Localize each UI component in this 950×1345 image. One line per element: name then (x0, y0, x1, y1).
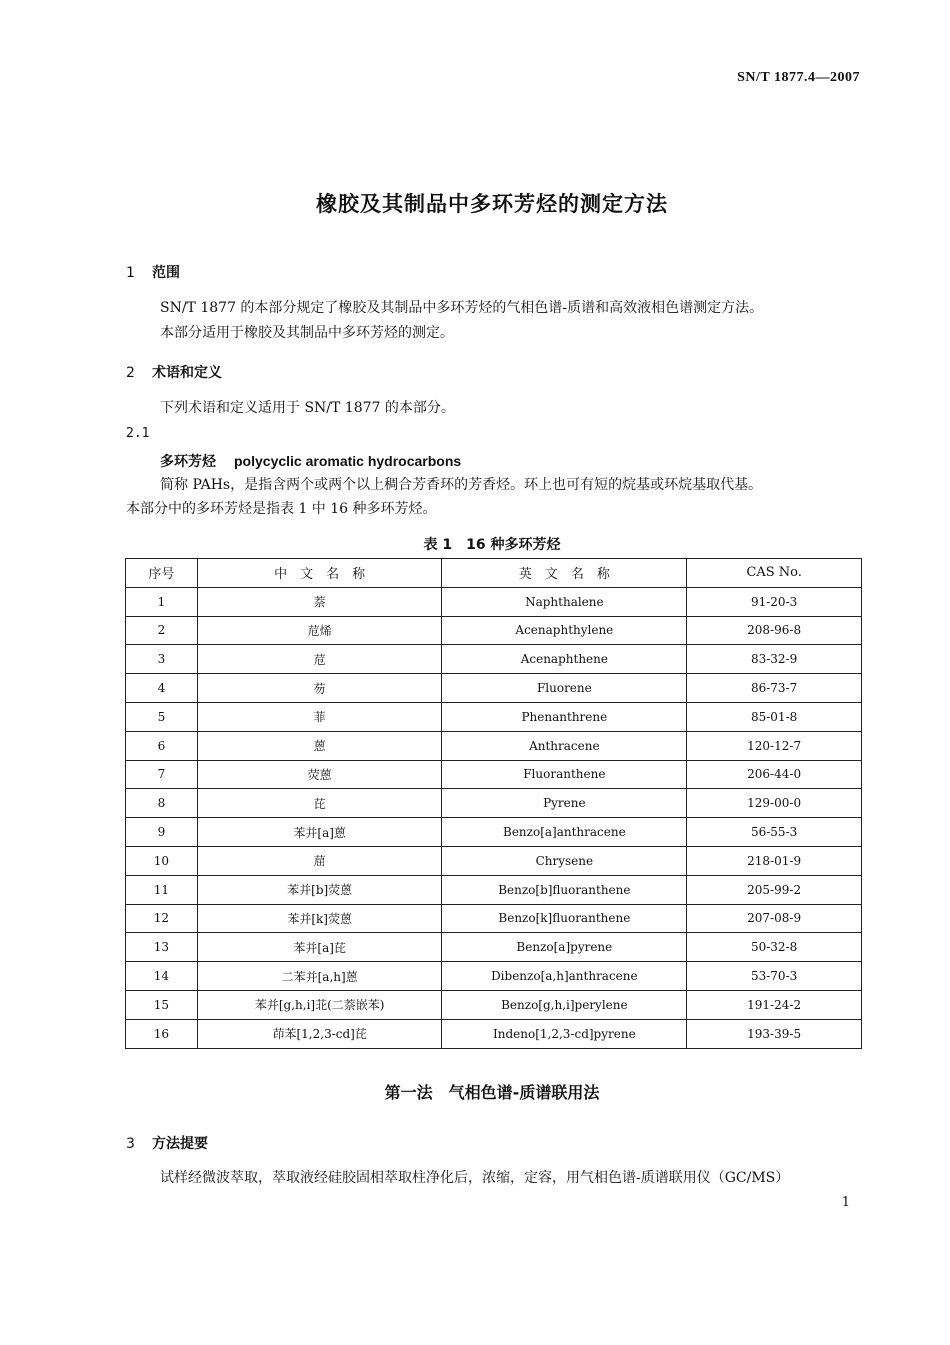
cell-index: 11 (126, 875, 198, 904)
cell-cas-number: 193-39-5 (687, 1019, 862, 1048)
cell-cas-number: 191-24-2 (687, 990, 862, 1019)
cell-index: 5 (126, 702, 198, 731)
section-3-number: 3 (126, 1136, 135, 1152)
principle-paragraph: 试样经微波萃取，萃取液经硅胶固相萃取柱净化后，浓缩，定容，用气相色谱-质谱联用仪（GC/MS） (160, 1170, 790, 1186)
cell-cas-number: 208-96-8 (687, 616, 862, 645)
cell-index: 10 (126, 846, 198, 875)
cell-english-name: Benzo[g,h,i]perylene (442, 990, 687, 1019)
cell-english-name: Acenaphthene (442, 645, 687, 674)
page-number: 1 (841, 1195, 850, 1210)
table-row (126, 962, 862, 991)
method-title: 第一法 气相色谱-质谱联用法 (384, 1083, 600, 1102)
header-cas-number: CAS No. (687, 559, 862, 588)
definition-line-1: 简称 PAHs，是指含两个或两个以上稠合芳香环的芳香烃。环上也可有短的烷基或环烷基取代基。 (160, 477, 763, 493)
cell-index: 12 (126, 904, 198, 933)
table-row (126, 731, 862, 760)
table-row (126, 616, 862, 645)
cell-cas-number: 56-55-3 (687, 818, 862, 847)
cell-index: 15 (126, 990, 198, 1019)
cell-cas-number: 86-73-7 (687, 674, 862, 703)
cell-cas-number: 218-01-9 (687, 846, 862, 875)
table-row (126, 818, 862, 847)
cell-english-name: Benzo[a]anthracene (442, 818, 687, 847)
terms-intro: 下列术语和定义适用于 SN/T 1877 的本部分。 (160, 400, 455, 416)
term-english: polycyclic aromatic hydrocarbons (234, 453, 462, 469)
scope-paragraph-1: SN/T 1877 的本部分规定了橡胶及其制品中多环芳烃的气相色谱-质谱和高效液相色谱测定方法。 (160, 300, 764, 316)
cell-chinese-name: 芘 (197, 789, 442, 818)
cell-english-name: Anthracene (442, 731, 687, 760)
cell-english-name: Acenaphthylene (442, 616, 687, 645)
cell-cas-number: 50-32-8 (687, 933, 862, 962)
cell-english-name: Indeno[1,2,3-cd]pyrene (442, 1019, 687, 1048)
cell-index: 2 (126, 616, 198, 645)
subsection-2-1-number: 2.1 (126, 426, 150, 441)
cell-chinese-name: 苯并[b]荧蒽 (197, 875, 442, 904)
cell-english-name: Chrysene (442, 846, 687, 875)
cell-cas-number: 53-70-3 (687, 962, 862, 991)
table-row (126, 702, 862, 731)
cell-chinese-name: 䓛 (197, 846, 442, 875)
header-index: 序号 (126, 559, 198, 588)
table-row (126, 674, 862, 703)
cell-cas-number: 129-00-0 (687, 789, 862, 818)
cell-cas-number: 206-44-0 (687, 760, 862, 789)
cell-chinese-name: 蒽 (197, 731, 442, 760)
definition-line-2: 本部分中的多环芳烃是指表 1 中 16 种多环芳烃。 (126, 501, 437, 517)
header-chinese-name: 中 文 名 称 (197, 559, 442, 588)
cell-chinese-name: 苯并[a]芘 (197, 933, 442, 962)
cell-chinese-name: 苊烯 (197, 616, 442, 645)
cell-index: 14 (126, 962, 198, 991)
table-row (126, 933, 862, 962)
cell-cas-number: 83-32-9 (687, 645, 862, 674)
cell-chinese-name: 萘 (197, 587, 442, 616)
cell-chinese-name: 苯并[a]蒽 (197, 818, 442, 847)
table-header-row (126, 559, 862, 588)
cell-index: 3 (126, 645, 198, 674)
cell-chinese-name: 二苯并[a,h]蒽 (197, 962, 442, 991)
cell-chinese-name: 荧蒽 (197, 760, 442, 789)
table-row (126, 904, 862, 933)
table-row (126, 990, 862, 1019)
cell-index: 16 (126, 1019, 198, 1048)
cell-index: 13 (126, 933, 198, 962)
cell-english-name: Dibenzo[a,h]anthracene (442, 962, 687, 991)
cell-cas-number: 91-20-3 (687, 587, 862, 616)
cell-index: 7 (126, 760, 198, 789)
section-3-heading (126, 1133, 208, 1153)
section-1-number: 1 (126, 265, 135, 281)
cell-english-name: Fluoranthene (442, 760, 687, 789)
table-row (126, 645, 862, 674)
scope-paragraph-2: 本部分适用于橡胶及其制品中多环芳烃的测定。 (160, 325, 454, 341)
cell-chinese-name: 芴 (197, 674, 442, 703)
cell-cas-number: 85-01-8 (687, 702, 862, 731)
cell-index: 4 (126, 674, 198, 703)
cell-index: 1 (126, 587, 198, 616)
pah-table (125, 558, 862, 1049)
cell-cas-number: 120-12-7 (687, 731, 862, 760)
cell-cas-number: 205-99-2 (687, 875, 862, 904)
cell-chinese-name: 苊 (197, 645, 442, 674)
table-row (126, 587, 862, 616)
cell-english-name: Benzo[b]fluoranthene (442, 875, 687, 904)
term-entry (160, 451, 461, 471)
cell-chinese-name: 茚苯[1,2,3-cd]芘 (197, 1019, 442, 1048)
cell-english-name: Benzo[a]pyrene (442, 933, 687, 962)
cell-index: 9 (126, 818, 198, 847)
cell-chinese-name: 苯并[g,h,i]苝(二萘嵌苯) (197, 990, 442, 1019)
cell-english-name: Pyrene (442, 789, 687, 818)
cell-chinese-name: 菲 (197, 702, 442, 731)
section-1-title: 范围 (152, 265, 180, 281)
header-english-name: 英 文 名 称 (442, 559, 687, 588)
cell-index: 8 (126, 789, 198, 818)
table-row (126, 846, 862, 875)
section-2-title: 术语和定义 (152, 365, 222, 381)
cell-index: 6 (126, 731, 198, 760)
cell-cas-number: 207-08-9 (687, 904, 862, 933)
cell-english-name: Naphthalene (442, 587, 687, 616)
cell-english-name: Benzo[k]fluoranthene (442, 904, 687, 933)
table-row (126, 789, 862, 818)
standard-number: SN/T 1877.4—2007 (737, 70, 860, 85)
section-2-heading (126, 362, 222, 382)
cell-english-name: Fluorene (442, 674, 687, 703)
table-row (126, 875, 862, 904)
table-row (126, 1019, 862, 1048)
document-title: 橡胶及其制品中多环芳烃的测定方法 (316, 192, 668, 216)
cell-chinese-name: 苯并[k]荧蒽 (197, 904, 442, 933)
table-caption: 表 1 16 种多环芳烃 (423, 537, 561, 553)
table-row (126, 760, 862, 789)
section-2-number: 2 (126, 365, 135, 381)
cell-english-name: Phenanthrene (442, 702, 687, 731)
section-3-title: 方法提要 (152, 1136, 208, 1152)
term-chinese: 多环芳烃 (160, 454, 216, 470)
section-1-heading (126, 262, 180, 282)
